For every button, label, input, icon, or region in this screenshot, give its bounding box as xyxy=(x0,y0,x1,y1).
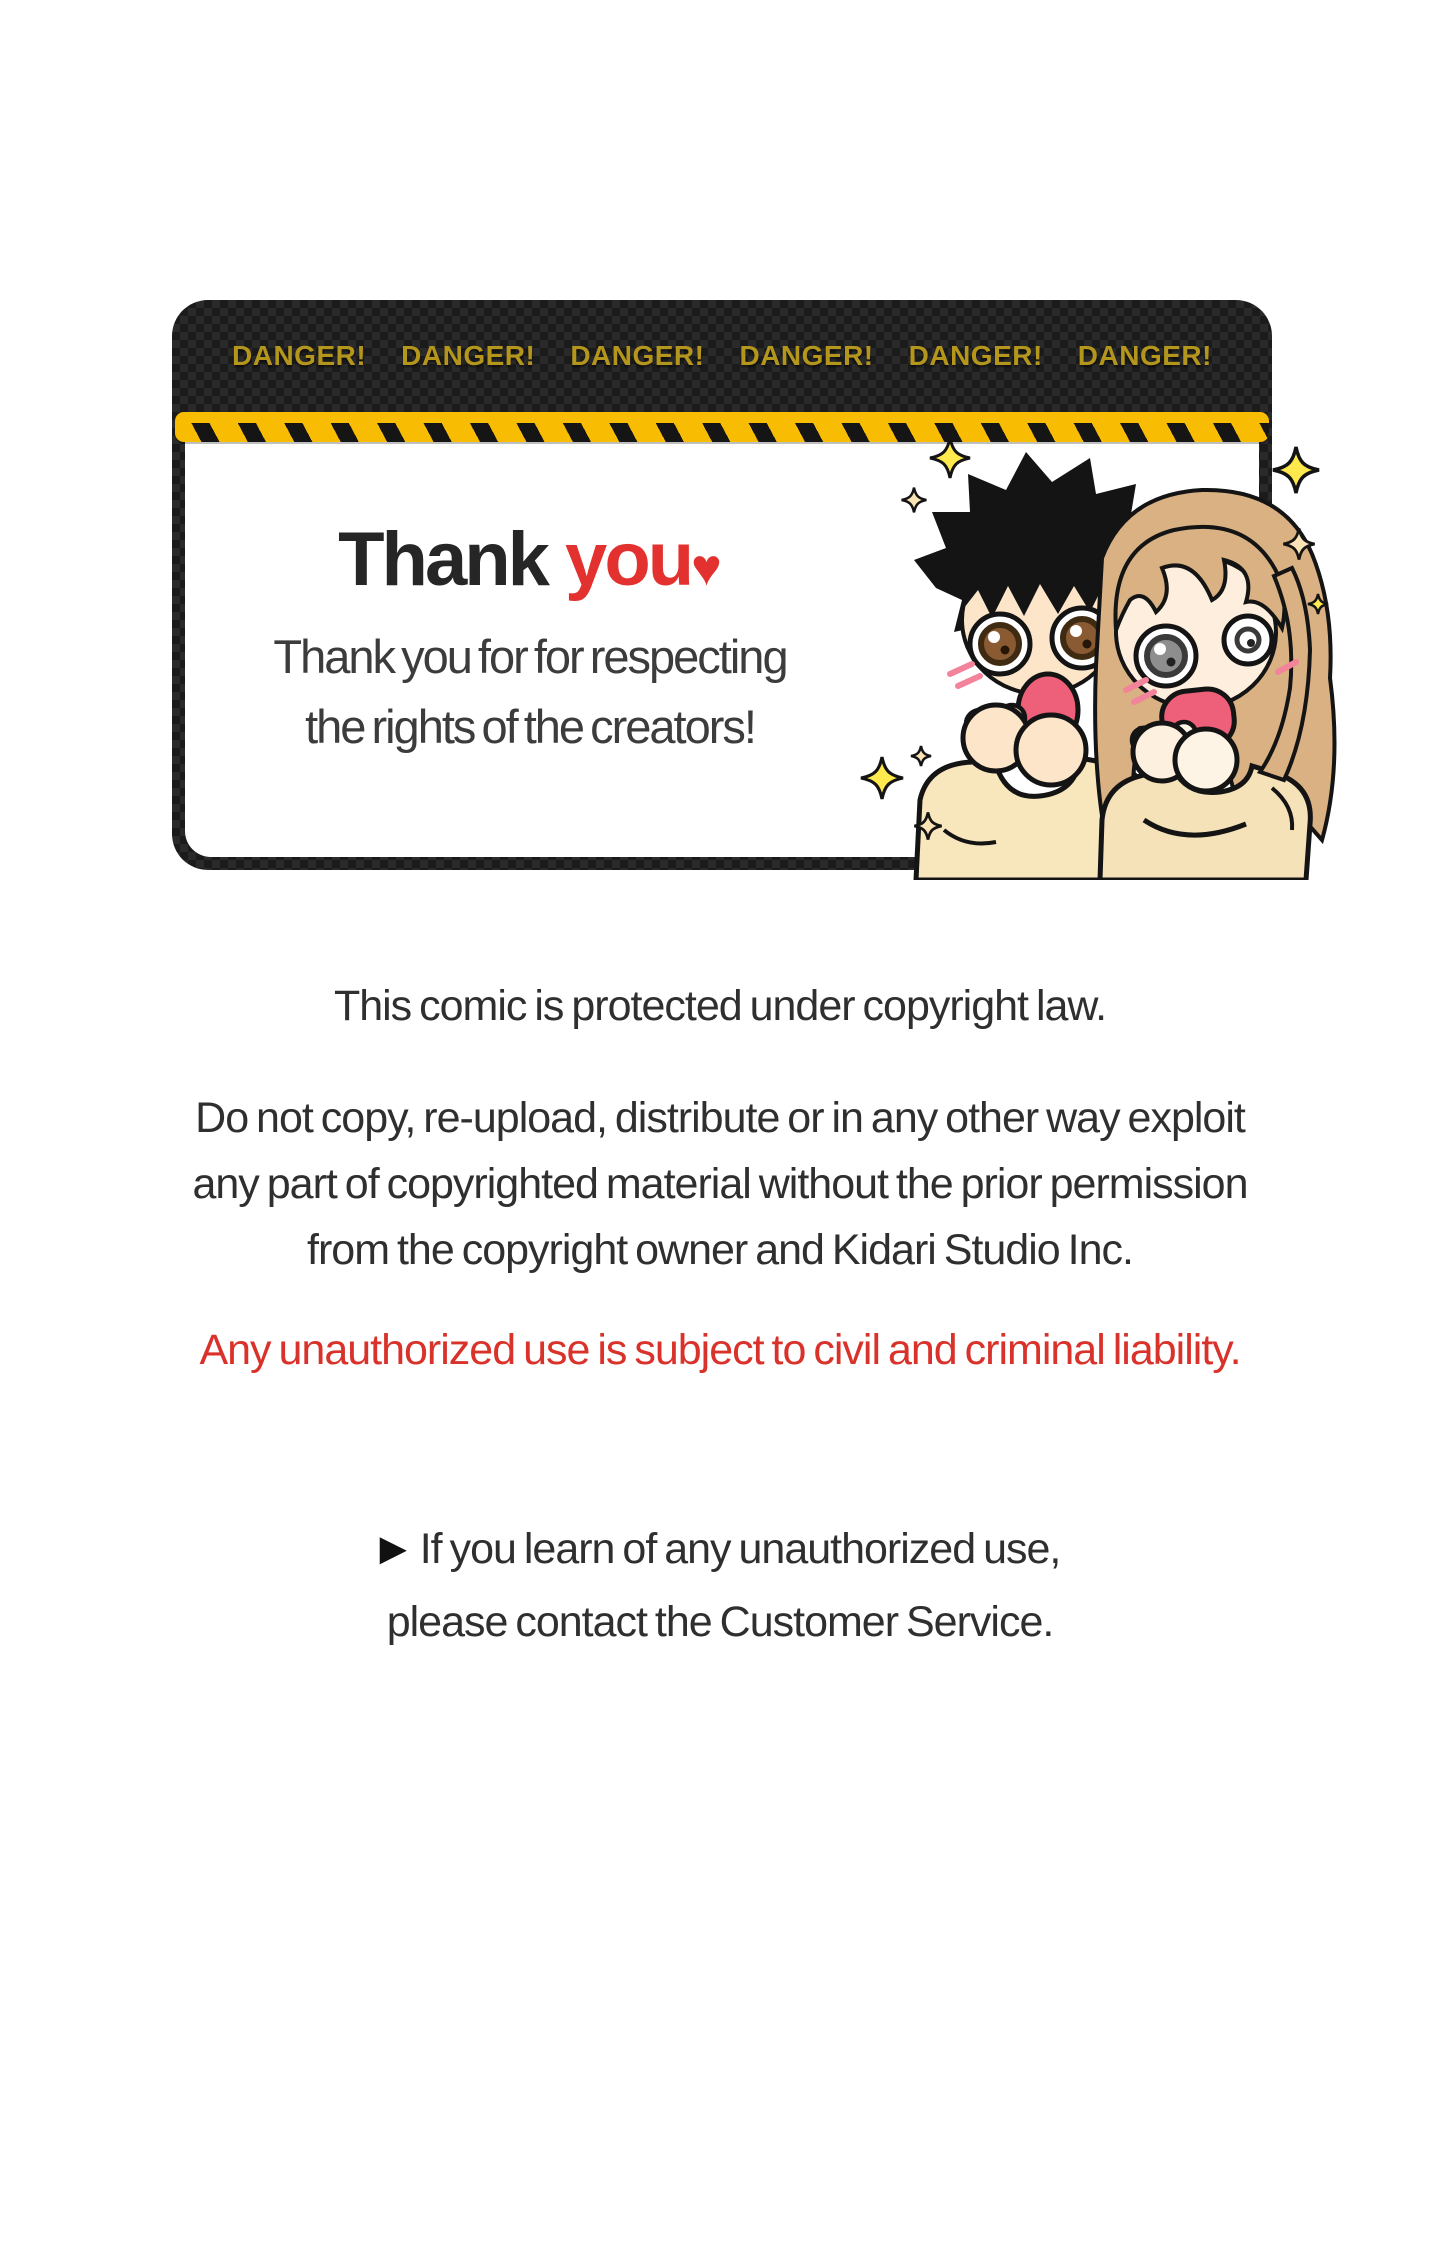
thank-you-title-red: you xyxy=(565,517,692,602)
prohibition-paragraph xyxy=(0,1085,1440,1283)
contact-line2: please contact the Customer Service. xyxy=(386,1598,1054,1646)
liability-warning: Any unauthorized use is subject to civil and criminal liability. xyxy=(199,1326,1241,1374)
copyright-warning-card xyxy=(172,300,1272,870)
contact-paragraph xyxy=(0,1514,1440,1657)
thank-you-subtitle-line1: Thank you for for respecting xyxy=(273,630,787,683)
danger-label: DANGER! xyxy=(739,340,874,371)
danger-label: DANGER! xyxy=(570,340,705,371)
thank-you-subtitle xyxy=(205,622,855,761)
contact-line1-text: If you learn of any unauthorized use, xyxy=(419,1525,1061,1573)
danger-label: DANGER! xyxy=(908,340,1043,371)
thank-you-title xyxy=(205,517,855,602)
prohibition-line2: any part of copyrighted material without the prior permission xyxy=(192,1160,1248,1208)
danger-label: DANGER! xyxy=(401,340,536,371)
characters-illustration xyxy=(844,428,1354,880)
protected-line: This comic is protected under copyright law. xyxy=(333,982,1107,1030)
triangle-bullet-icon: ▶ xyxy=(379,1529,406,1568)
prohibition-line3: from the copyright owner and Kidari Studio Inc. xyxy=(307,1226,1133,1274)
prohibition-line1: Do not copy, re-upload, distribute or in any other way exploit xyxy=(195,1094,1245,1142)
danger-label: DANGER! xyxy=(1077,340,1212,371)
thank-you-title-black: Thank xyxy=(338,517,566,602)
heart-icon: ♥ xyxy=(691,538,722,596)
thank-you-subtitle-line2: the rights of the creators! xyxy=(305,699,755,753)
danger-label: DANGER! xyxy=(232,340,367,371)
danger-banner xyxy=(172,300,1272,412)
thank-you-block xyxy=(205,517,855,761)
contact-line1 xyxy=(0,1514,1440,1587)
